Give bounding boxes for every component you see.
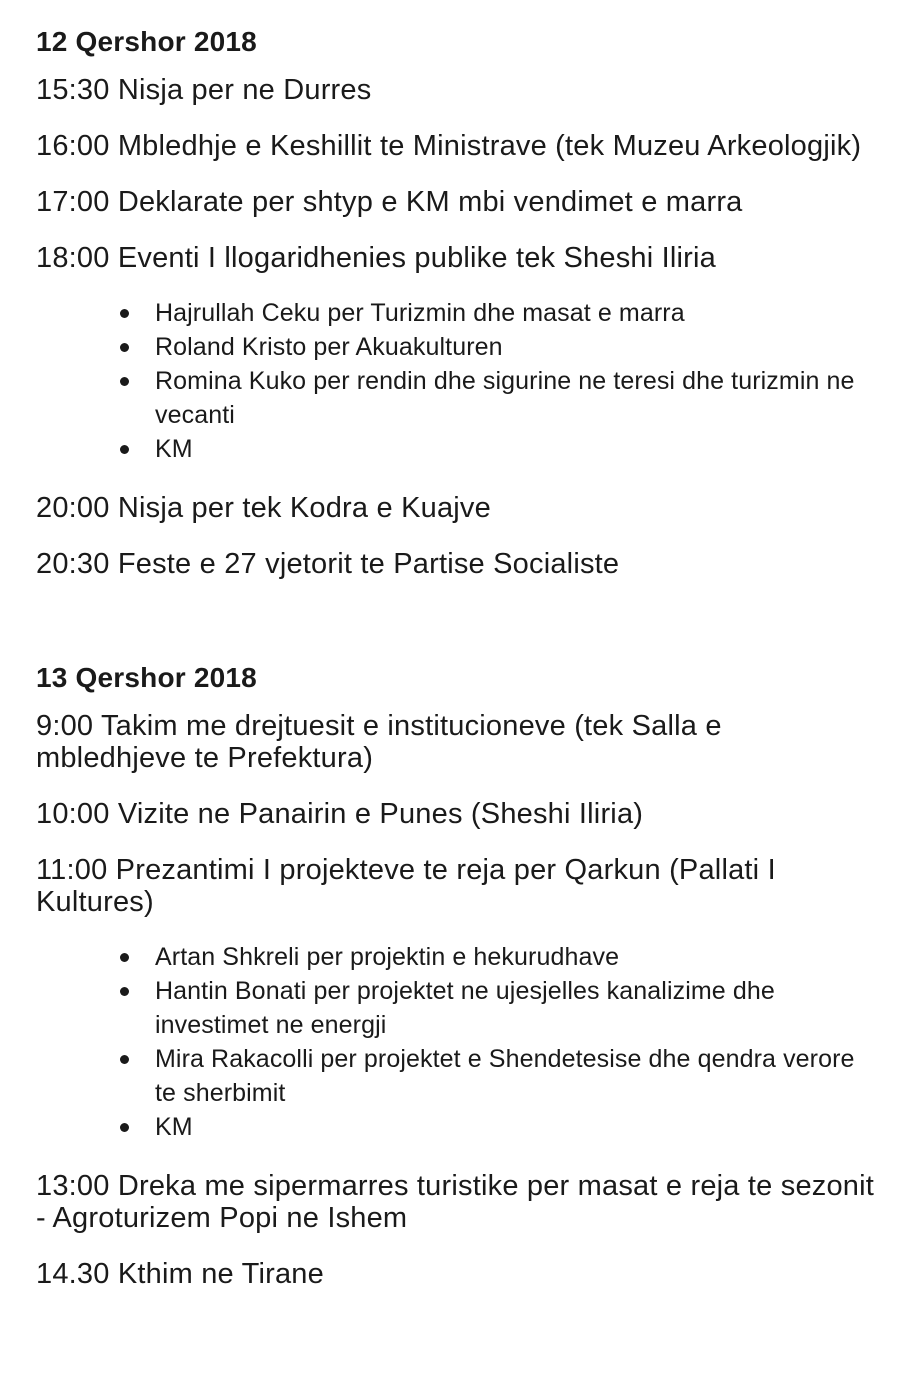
event-item: 16:00 Mbledhje e Keshillit te Ministrave (tek Muzeu Arkeologjik) bbox=[36, 130, 862, 162]
event-item: 9:00 Takim me drejtuesit e institucioneve (tek Salla e mbledhjeve te Prefektura) bbox=[36, 710, 722, 774]
speaker-text: Roland Kristo per Akuakulturen bbox=[155, 333, 503, 361]
speaker-list-item bbox=[120, 364, 876, 432]
speaker-list-item bbox=[120, 940, 876, 974]
bullet-icon bbox=[120, 953, 129, 962]
bullet-icon bbox=[120, 309, 129, 318]
event-item: 10:00 Vizite ne Panairin e Punes (Sheshi Iliria) bbox=[36, 798, 644, 830]
speaker-text: KM bbox=[155, 1113, 193, 1141]
event-item: 18:00 Eventi I llogaridhenies publike tek Sheshi Iliria bbox=[36, 242, 717, 274]
day-section-12-qershor bbox=[36, 22, 876, 580]
event-item: 17:00 Deklarate per shtyp e KM mbi vendimet e marra bbox=[36, 186, 743, 218]
day-heading: 13 Qershor 2018 bbox=[36, 662, 257, 693]
schedule-document bbox=[36, 22, 876, 1314]
event-item: 20:00 Nisja per tek Kodra e Kuajve bbox=[36, 492, 491, 524]
event-item: 20:30 Feste e 27 vjetorit te Partise Socialiste bbox=[36, 548, 620, 580]
event-item: 15:30 Nisja per ne Durres bbox=[36, 74, 372, 106]
bullet-icon bbox=[120, 987, 129, 996]
bullet-icon bbox=[120, 343, 129, 352]
bullet-icon bbox=[120, 1055, 129, 1064]
event-item: 11:00 Prezantimi I projekteve te reja per Qarkun (Pallati I Kultures) bbox=[36, 854, 776, 918]
bullet-icon bbox=[120, 445, 129, 454]
speaker-text: KM bbox=[155, 435, 193, 463]
day-section-13-qershor bbox=[36, 658, 876, 1290]
speaker-list-item bbox=[120, 296, 876, 330]
bullet-icon bbox=[120, 1123, 129, 1132]
event-item: 14.30 Kthim ne Tirane bbox=[36, 1258, 324, 1290]
section-spacer bbox=[36, 604, 876, 658]
speaker-list-item bbox=[120, 974, 876, 1042]
speaker-text: Romina Kuko per rendin dhe sigurine ne teresi dhe turizmin ne vecanti bbox=[155, 367, 855, 429]
speaker-text: Mira Rakacolli per projektet e Shendetesise dhe qendra verore te sherbimit bbox=[155, 1045, 855, 1107]
speaker-list-item bbox=[120, 1042, 876, 1110]
day-heading: 12 Qershor 2018 bbox=[36, 26, 257, 57]
speaker-list bbox=[36, 940, 876, 1144]
event-item: 13:00 Dreka me sipermarres turistike per masat e reja te sezonit - Agroturizem Popi ne Ishem bbox=[36, 1170, 875, 1234]
speaker-list-item bbox=[120, 330, 876, 364]
speaker-list-item bbox=[120, 432, 876, 466]
bullet-icon bbox=[120, 377, 129, 386]
speaker-text: Hantin Bonati per projektet ne ujesjelles kanalizime dhe investimet ne energji bbox=[155, 977, 775, 1039]
speaker-text: Hajrullah Ceku per Turizmin dhe masat e marra bbox=[155, 299, 685, 327]
speaker-text: Artan Shkreli per projektin e hekurudhave bbox=[155, 943, 620, 971]
speaker-list bbox=[36, 296, 876, 466]
speaker-list-item bbox=[120, 1110, 876, 1144]
